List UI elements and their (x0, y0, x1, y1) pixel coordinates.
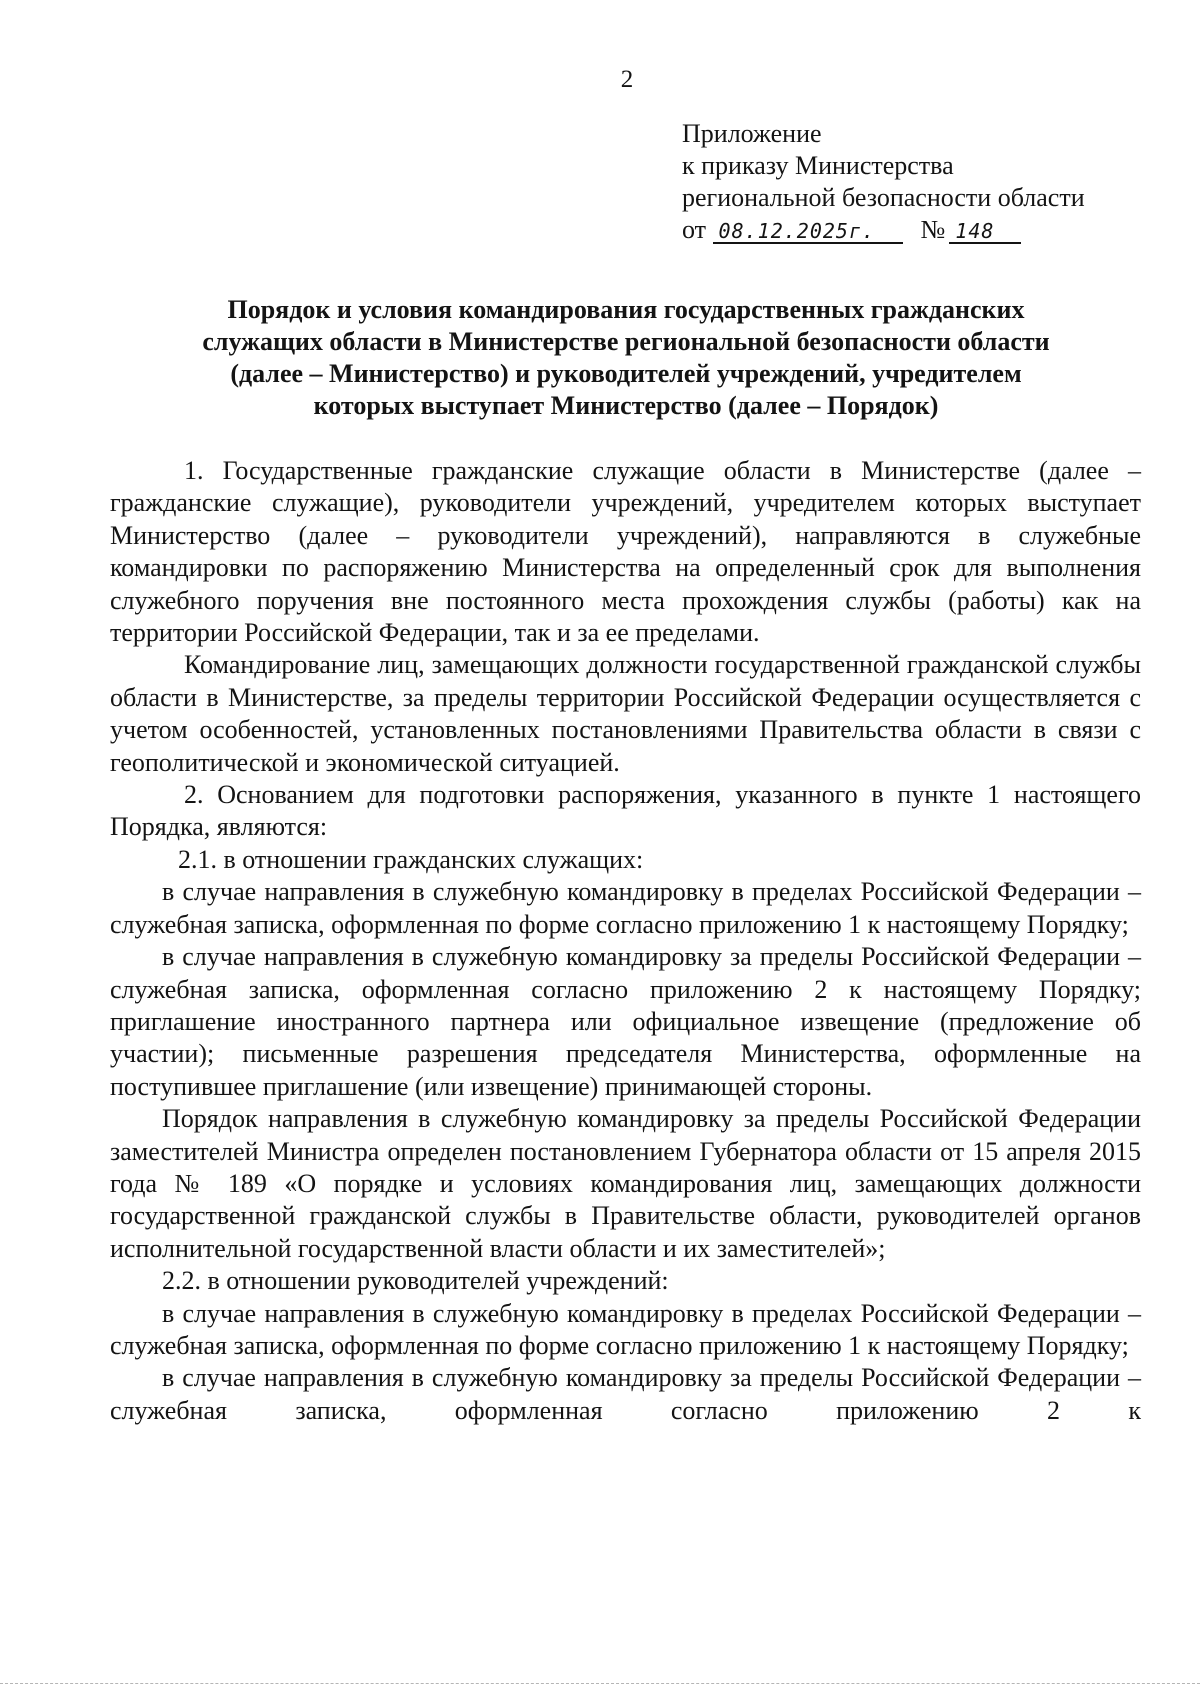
paragraph-2-1-abroad: в случае направления в служебную командировку за пределы Российской Федерации – служебная записка, оформленная согласно приложению 2 к настоящему Порядку; приглашение иностранного партнера или официальное извещение (предложение об участии); письменные разрешения председателя Министерства, оформленные на поступившее приглашение (или извещение) принимающей стороны. (110, 942, 1141, 1101)
appendix-line: региональной безопасности области (682, 183, 1085, 212)
paragraph-2: 2. Основанием для подготовки распоряжения, указанного в пункте 1 настоящего Порядка, являются: (110, 780, 1141, 842)
paragraph-2-2: 2.2. в отношении руководителей учреждений: (162, 1266, 669, 1296)
document-title (110, 294, 1142, 422)
order-number-label: № (920, 215, 946, 244)
paragraph-2-1: 2.1. в отношении гражданских служащих: (178, 844, 644, 874)
title-line: (далее – Министерство) и руководителей учреждений, учредителем (230, 359, 1022, 388)
order-reference (682, 214, 1085, 246)
handwritten-order-date: 08.12.2025г. (713, 220, 903, 244)
paragraph-deputy-ministers: Порядок направления в служебную командировку за пределы Российской Федерации заместителей Министра определен постановлением Губернатора области от 15 апреля 2015 года № 189 «О порядке и условиях командирования лиц, замещающих должности государственной гражданской службы в Правительстве области, руководителей органов исполнительной государственной власти области и их заместителей»; (110, 1104, 1141, 1263)
title-line: Порядок и условия командирования государственных гражданских (227, 295, 1025, 324)
paragraph-2-2-abroad: в случае направления в служебную командировку за пределы Российской Федерации – служебная записка, оформленная согласно приложению 2 к (110, 1363, 1141, 1425)
appendix-line: к приказу Министерства (682, 151, 954, 180)
page-number: 2 (620, 66, 634, 93)
document-body (110, 455, 1141, 1427)
paragraph-business-trip-abroad: Командирование лиц, замещающих должности государственной гражданской службы области в Министерстве, за пределы территории Российской Федерации осуществляется с учетом особенностей, установленных постановлениями Правительства области в связи с геополитической и экономической ситуацией. (110, 650, 1141, 777)
paragraph-2-2-domestic: в случае направления в служебную командировку в пределах Российской Федерации – служебная записка, оформленная по форме согласно приложению 1 к настоящему Порядку; (110, 1298, 1141, 1360)
paragraph-2-1-domestic: в случае направления в служебную командировку в пределах Российской Федерации – служебная записка, оформленная по форме согласно приложению 1 к настоящему Порядку; (110, 877, 1141, 939)
order-prefix: от (682, 215, 707, 244)
handwritten-order-number: 148 (949, 220, 1021, 244)
title-line: которых выступает Министерство (далее – Порядок) (313, 391, 939, 420)
paragraph-1: 1. Государственные гражданские служащие области в Министерстве (далее – гражданские служащие), руководители учреждений, учредителем которых выступает Министерство (далее – руководители учреждений), направляются в служебные командировки по распоряжению Министерства на определенный срок для выполнения служебного поручения вне постоянного места прохождения службы (работы) как на территории Российской Федерации, так и за ее пределами. (110, 456, 1141, 648)
scan-edge-divider (0, 1683, 1200, 1684)
appendix-line: Приложение (682, 119, 822, 148)
title-line: служащих области в Министерстве региональной безопасности области (202, 327, 1050, 356)
appendix-block (682, 118, 1085, 246)
